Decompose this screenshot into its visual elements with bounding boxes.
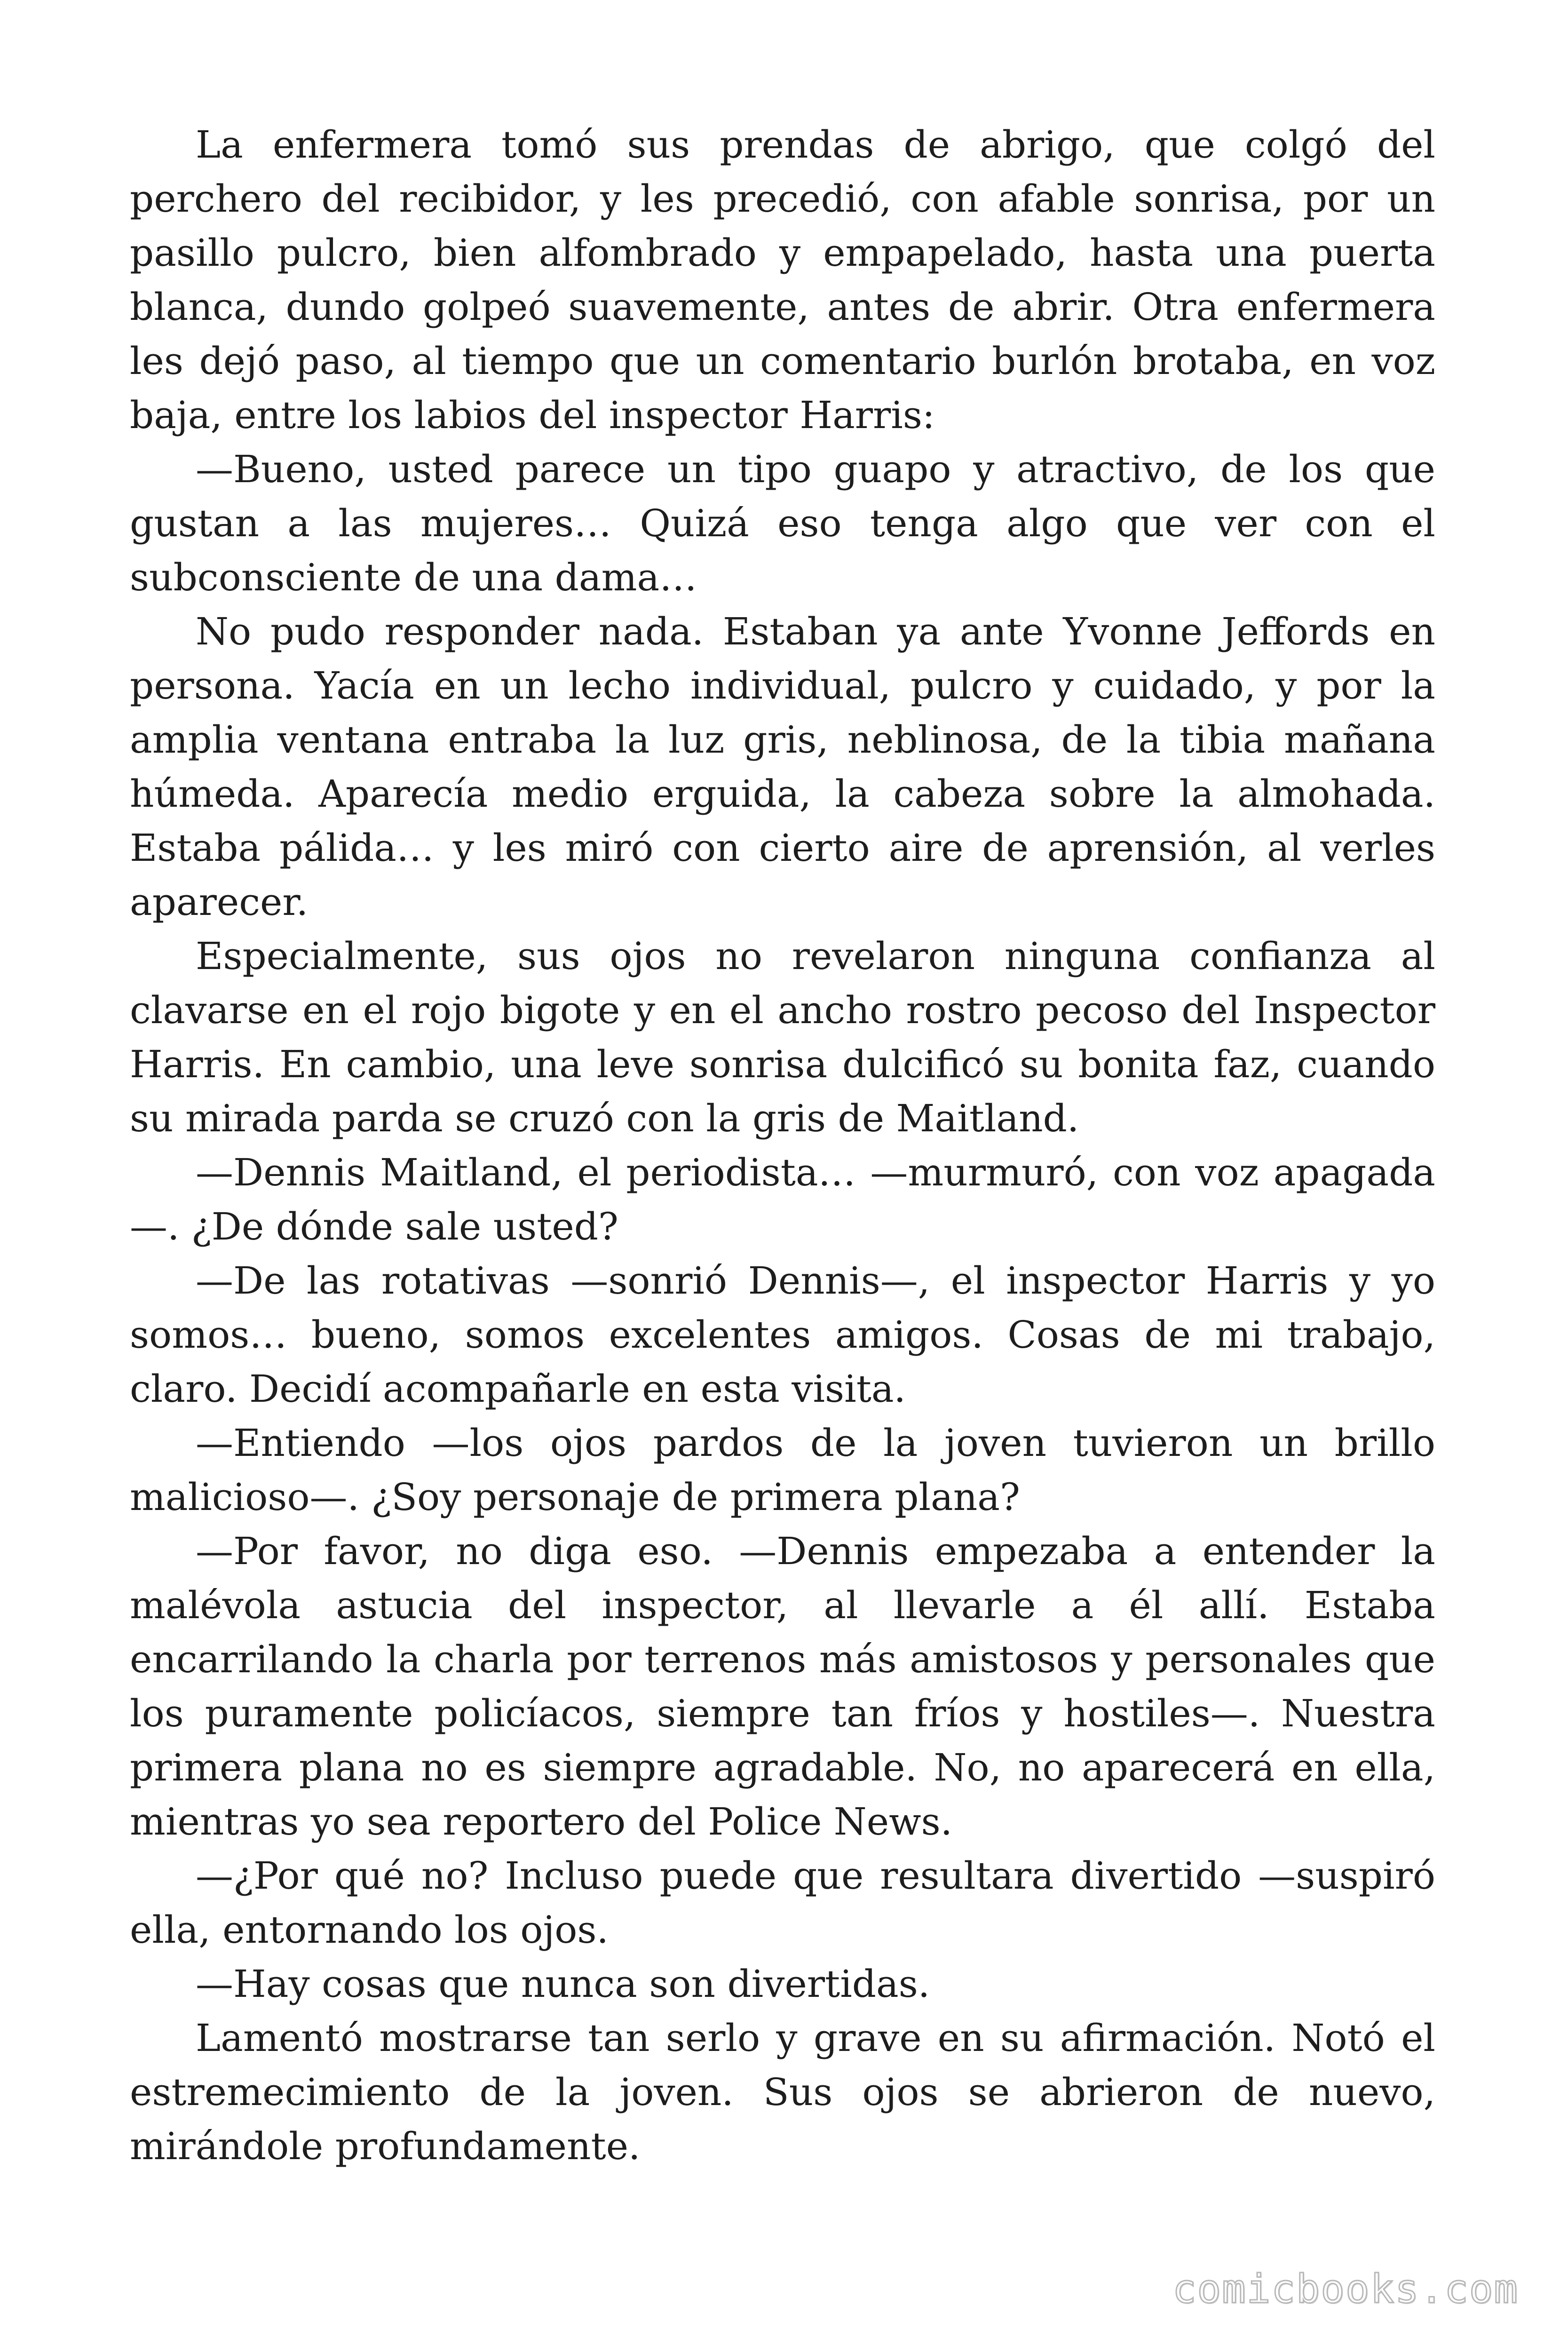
paragraph: No pudo responder nada. Estaban ya ante Yvonne Jeffords en persona. Yacía en un lecho individual, pulcro y cuidado, y por la amplia ventana entraba la luz gris, neblinosa, de la tibia mañana húmeda. Aparecía medio erguida, la cabeza sobre la almohada. Estaba pálida… y les miró con cierto aire de aprensión, al verles aparecer. bbox=[130, 610, 1435, 924]
paragraph: —Hay cosas que nunca son divertidas. bbox=[196, 1962, 930, 2006]
paragraph: Lamentó mostrarse tan serlo y grave en su afirmación. Notó el estremecimiento de la joven. Sus ojos se abrieron de nuevo, mirándole profundamente. bbox=[130, 2016, 1435, 2168]
paragraph: —Bueno, usted parece un tipo guapo y atractivo, de los que gustan a las mujeres… Quizá eso tenga algo que ver con el subconsciente de una dama… bbox=[130, 447, 1435, 599]
paragraph: —Entiendo —los ojos pardos de la joven tuvieron un brillo malicioso—. ¿Soy personaje de primera plana? bbox=[130, 1421, 1435, 1519]
paragraph: —¿Por qué no? Incluso puede que resultara divertido —suspiró ella, entornando los ojos. bbox=[130, 1854, 1435, 1952]
paragraph: La enfermera tomó sus prendas de abrigo, que colgó del perchero del recibidor, y les precedió, con afable sonrisa, por un pasillo pulcro, bien alfombrado y empapelado, hasta una puerta blanca, dundo golpeó suavemente, antes de abrir. Otra enfermera les dejó paso, al tiempo que un comentario burlón brotaba, en voz baja, entre los labios del inspector Harris: bbox=[130, 123, 1435, 437]
paragraph: —Dennis Maitland, el periodista… —murmuró, con voz apagada —. ¿De dónde sale usted? bbox=[130, 1151, 1435, 1248]
watermark: comicbooks.com bbox=[1172, 2266, 1519, 2312]
body-text bbox=[130, 118, 1435, 2173]
paragraph: —De las rotativas —sonrió Dennis—, el inspector Harris y yo somos… bueno, somos excelentes amigos. Cosas de mi trabajo, claro. Decidí acompañarle en esta visita. bbox=[130, 1259, 1435, 1411]
paragraph: —Por favor, no diga eso. —Dennis empezaba a entender la malévola astucia del inspector, al llevarle a él allí. Estaba encarrilando la charla por terrenos más amistosos y personales que los puramente policíacos, siempre tan fríos y hostiles—. Nuestra primera plana no es siempre agradable. No, no aparecerá en ella, mientras yo sea reportero del Police News. bbox=[130, 1529, 1435, 1843]
paragraph: Especialmente, sus ojos no revelaron ninguna confianza al clavarse en el rojo bigote y en el ancho rostro pecoso del Inspector Harris. En cambio, una leve sonrisa dulcificó su bonita faz, cuando su mirada parda se cruzó con la gris de Maitland. bbox=[130, 934, 1435, 1140]
